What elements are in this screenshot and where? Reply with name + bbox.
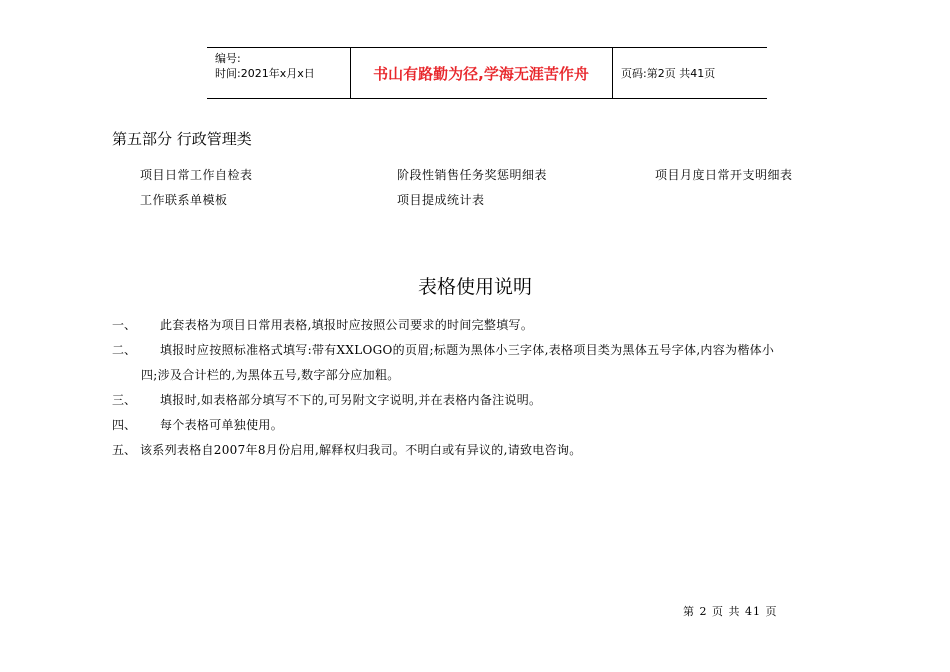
form-list-item: 项目提成统计表	[397, 193, 485, 207]
instruction-text: 填报时,如表格部分填写不下的,可另附文字说明,并在表格内备注说明。	[160, 393, 542, 407]
form-list-item: 项目月度日常开支明细表	[655, 168, 793, 182]
header-divider	[612, 48, 613, 98]
instruction-text: 每个表格可单独使用。	[160, 418, 284, 432]
page-header	[207, 47, 767, 99]
form-list-item: 工作联系单模板	[140, 193, 228, 207]
page-footer: 第 2 页 共 41 页	[683, 605, 778, 618]
instruction-number: 五、	[112, 443, 137, 457]
instructions-title: 表格使用说明	[417, 276, 532, 298]
header-time-label: 时间:2021年x月x日	[215, 67, 315, 80]
instruction-text: 填报时应按照标准格式填写:带有XXLOGO的页眉;标题为黑体小三字体,表格项目类为黑体五号字体,内容为楷体小	[160, 343, 775, 357]
section-title: 第五部分 行政管理类	[112, 130, 252, 148]
instruction-text: 该系列表格自2007年8月份启用,解释权归我司。不明白或有异议的,请致电咨询。	[140, 443, 582, 457]
form-list-item: 项目日常工作自检表	[140, 168, 253, 182]
instruction-text: 此套表格为项目日常用表格,填报时应按照公司要求的时间完整填写。	[160, 318, 534, 332]
header-number-label: 编号:	[215, 52, 241, 65]
header-meta	[215, 51, 315, 81]
instruction-number: 二、	[112, 343, 137, 357]
instruction-text-continued: 四;涉及合计栏的,为黑体五号,数字部分应加粗。	[141, 368, 400, 382]
instruction-number: 三、	[112, 393, 137, 407]
header-page-info: 页码:第2页 共41页	[621, 67, 716, 80]
instruction-number: 四、	[112, 418, 137, 432]
header-motto: 书山有路勤为径,学海无涯苦作舟	[373, 64, 589, 83]
form-list-item: 阶段性销售任务奖惩明细表	[397, 168, 548, 182]
instruction-number: 一、	[112, 318, 137, 332]
